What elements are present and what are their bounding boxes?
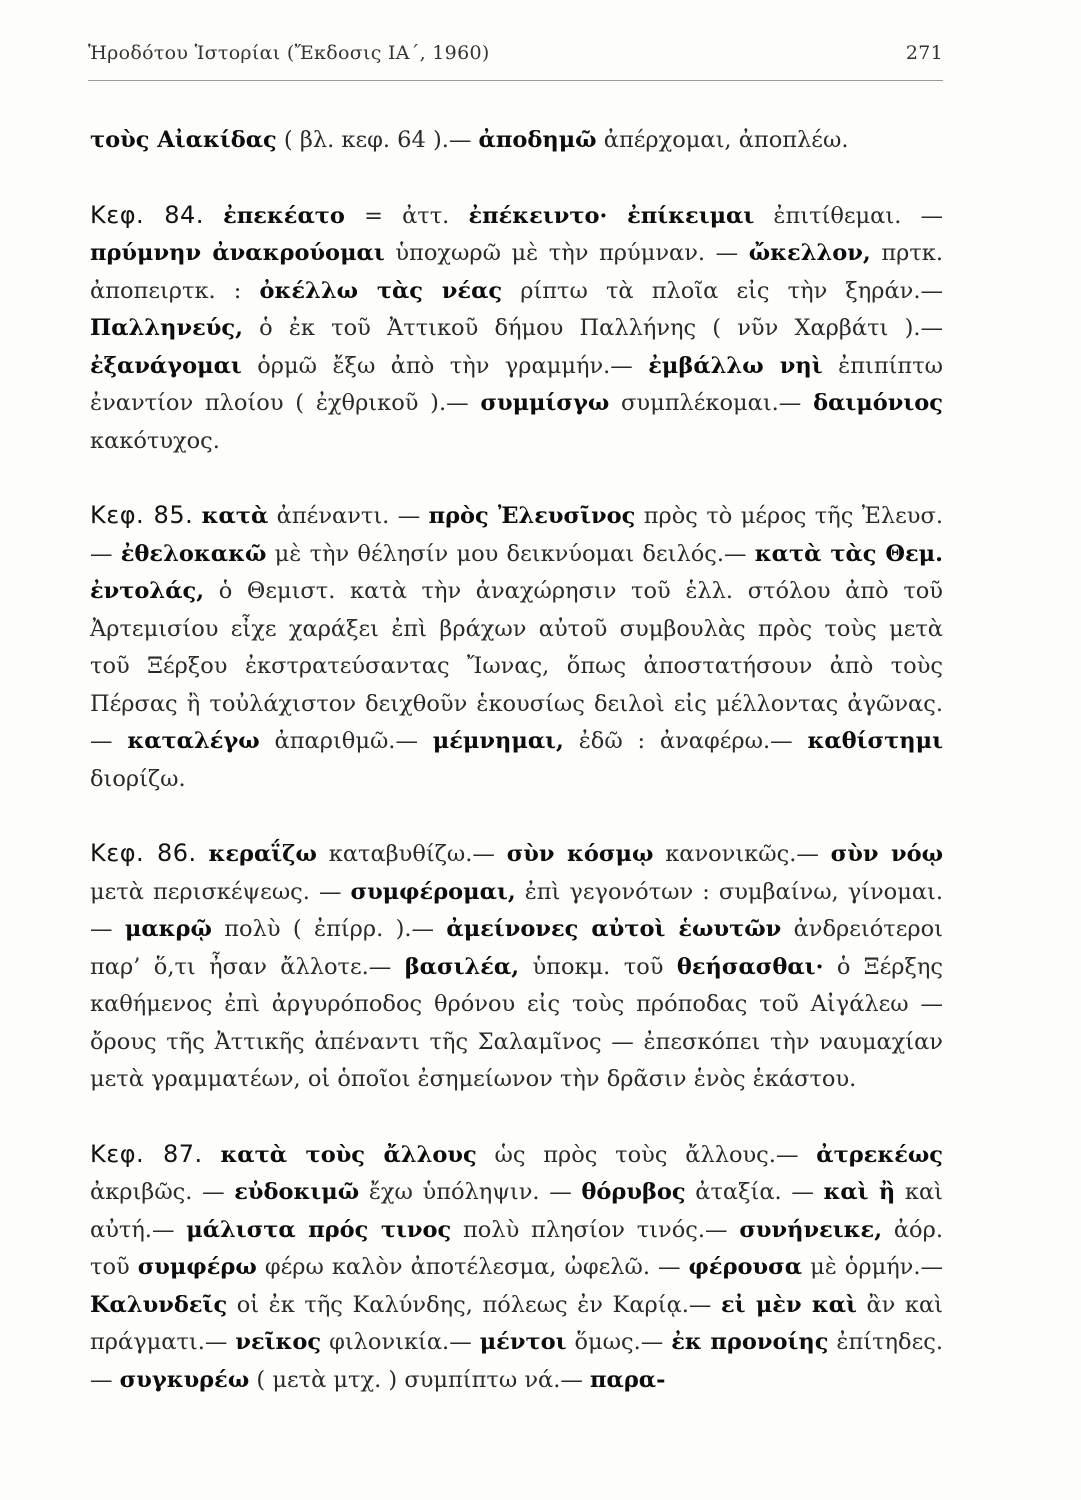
gloss-text: κακότυχος. <box>90 427 220 454</box>
gloss-text: κανονικῶς.— <box>653 841 831 867</box>
chapter-label: Κεφ. 87. <box>90 1139 203 1168</box>
headword: κατὰ <box>201 503 269 529</box>
gloss-text: ἐπιπίπτω ἐναντίον πλοίου ( ἐχθρικοῦ ).— <box>90 352 944 416</box>
book-title: Ἡροδότου Ἱστορίαι (Ἔκδοσις ΙΑ΄, 1960) <box>88 42 490 64</box>
glossary-paragraph <box>90 835 943 1099</box>
headword: Παλληνεύς, <box>90 315 243 341</box>
gloss-text: ἐδῶ : ἀναφέρω.— <box>563 728 808 754</box>
gloss-text: ὁ Θεμιστ. κατὰ τὴν ἀναχώρησιν τοῦ ἑλλ. στόλου ἀπὸ τοῦ Ἀρτεμισίου εἶχε χαράξει ἐπὶ βράχων αὐτοῦ συμβουλὰς πρὸς τοὺς μετὰ τοῦ Ξέρξου ἐκστρατεύσαντας Ἴωνας, ὅπως ἀποστατήσουν ἀπὸ τοὺς Πέρσας ἢ τοὐλάχιστον δειχθοῦν ἑκουσίως δειλοὶ εἰς μέλλοντας ἀγῶνας.— <box>90 578 943 754</box>
glossary-paragraph <box>90 1136 943 1400</box>
gloss-text: ( μετὰ μτχ. ) συμπίπτω νά.— <box>249 1366 591 1393</box>
gloss-text: οἱ ἐκ τῆς Καλύνδης, πόλεως ἐν Καρίᾳ.— <box>227 1291 721 1318</box>
headword: σὺν νόῳ <box>830 841 944 867</box>
headword: συμφέρομαι, <box>350 878 516 905</box>
gloss-text: = ἀττ. <box>344 202 469 229</box>
gloss-text: ὁ Ξέρξης καθήμενος ἐπὶ ἀργυρόποδος θρόνου εἰς τοὺς πρόποδας τοῦ Αἰγάλεω — ὄρους τῆς Ἀττικῆς ἀπέναντι τῆς Σαλαμῖνος — ἐπεσκόπει τὴν ναυμαχίαν μετὰ γραμματέων, οἱ ὁποῖοι ἐσημείωνον τὴν δρᾶσιν ἑνὸς ἑκάστου. <box>90 953 943 1092</box>
headword: συμμίσγω <box>480 390 610 416</box>
gloss-text: ἐπιτίθεμαι. — <box>754 202 943 229</box>
gloss-text: ρίπτω τὰ πλοῖα εἰς τὴν ξηράν.— <box>502 277 943 304</box>
headword: ὀκέλλω τὰς νέας <box>259 277 503 304</box>
headword: πρὸς Ἐλευσῖνος <box>428 503 636 529</box>
glossary-paragraph <box>90 122 943 160</box>
headword: σὺν κόσμῳ <box>506 841 654 867</box>
gloss-text: ἀκριβῶς. — <box>90 1179 235 1205</box>
headword: μακρῷ <box>124 916 212 942</box>
gloss-text: συμπλέκομαι.— <box>609 390 814 416</box>
gloss-text: ἀπέρχομαι, ἀποπλέω. <box>596 127 849 153</box>
headword: κατὰ τοὺς ἄλλους <box>220 1141 477 1168</box>
headword: ἐξανάγομαι <box>90 352 242 379</box>
headword: συμφέρω <box>137 1254 257 1280</box>
headword: ἐμβάλλω νηὶ <box>648 352 823 379</box>
page-number: 271 <box>905 42 943 64</box>
headword: Καλυνδεῖς <box>90 1291 228 1318</box>
headword: εἰ μὲν καὶ <box>721 1291 857 1318</box>
gloss-text: ὁρμῶ ἔξω ἀπὸ τὴν γραμμήν.— <box>241 352 649 379</box>
headword: καὶ ἢ <box>823 1179 896 1205</box>
gloss-text: ἀταξία. — <box>685 1179 824 1205</box>
gloss-text: μὲ τὴν θέλησίν μου δεικνύομαι δειλός.— <box>266 540 755 567</box>
gloss-text: μὲ ὁρμήν.— <box>802 1254 943 1280</box>
headword: δαιμόνιος <box>813 390 943 416</box>
headword: ἐθελοκακῶ <box>120 540 267 567</box>
gloss-text: ὑποχωρῶ μὲ τὴν πρύμναν. — <box>384 240 749 266</box>
headword: θεήσασθαι· <box>676 953 824 980</box>
headword: βασιλέα, <box>404 953 520 980</box>
headword: ἐκ προνοίης <box>671 1329 829 1355</box>
headword: τοὺς Αἰακίδας <box>90 127 277 153</box>
headword: παρα- <box>590 1366 666 1393</box>
gloss-text: ( βλ. κεφ. 64 ).— <box>276 127 479 153</box>
gloss-text: καὶ αὐτή.— <box>90 1179 943 1243</box>
gloss-text: πολὺ πλησίον τινός.— <box>451 1216 740 1243</box>
headword: κατὰ τὰς Θεμ. ἐντολάς, <box>90 540 943 604</box>
headword: συγκυρέω <box>119 1366 250 1393</box>
gloss-text: ὑποκμ. τοῦ <box>519 953 677 980</box>
headword: ὤκελλον, <box>748 240 871 266</box>
gloss-text: ἂν καὶ πράγματι.— <box>90 1291 943 1355</box>
headword: θόρυβος <box>581 1179 686 1205</box>
gloss-text: φιλονικία.— <box>321 1329 480 1355</box>
gloss-text: ἀπέναντι. — <box>268 503 429 529</box>
gloss-text: πρὸς τὸ μέρος τῆς Ἐλευσ.— <box>90 503 943 567</box>
glossary-paragraph <box>90 197 943 461</box>
headword: μάλιστα πρός τινος <box>186 1216 452 1243</box>
gloss-text: καταβυθίζω.— <box>316 841 507 867</box>
headword: μέμνημαι, <box>432 728 564 754</box>
headword: ἀποδημῶ <box>478 127 597 153</box>
headword: ἐπεκέατο <box>223 202 345 229</box>
gloss-text: φέρω καλὸν ἀποτέλεσμα, ὠφελῶ. — <box>256 1254 689 1280</box>
gloss-text: ἀόρ. τοῦ <box>90 1216 943 1280</box>
gloss-text: ἐπίτηδες.— <box>90 1329 943 1393</box>
glossary-body <box>90 122 943 1399</box>
chapter-label: Κεφ. 84. <box>90 200 204 229</box>
headword: μέντοι <box>479 1329 567 1355</box>
gloss-text: ἔχω ὑπόληψιν. — <box>359 1179 582 1205</box>
gloss-text: διορίζω. <box>90 765 186 792</box>
headword: καθίστημι <box>807 728 943 754</box>
header-rule <box>88 80 943 81</box>
headword: ἐπέκειντο· ἐπίκειμαι <box>468 202 755 229</box>
chapter-label: Κεφ. 85. <box>90 501 194 529</box>
headword: κεραΐζω <box>208 841 317 867</box>
gloss-text: πολὺ ( ἐπίρρ. ).— <box>211 916 447 942</box>
gloss-text: ὁ ἐκ τοῦ Ἀττικοῦ δήμου Παλλήνης ( νῦν Χαρβάτι ).— <box>242 315 943 341</box>
headword: εὐδοκιμῶ <box>234 1179 360 1205</box>
gloss-text: ἀπαριθμῶ.— <box>259 728 433 754</box>
headword: ἀμείνονες αὐτοὶ ἑωυτῶν <box>446 916 782 942</box>
headword: φέρουσα <box>688 1254 803 1280</box>
headword: ἀτρεκέως <box>816 1141 944 1168</box>
headword: καταλέγω <box>127 728 260 754</box>
headword: νεῖκος <box>235 1329 322 1355</box>
glossary-paragraph <box>90 497 943 798</box>
gloss-text: ὡς πρὸς τοὺς ἄλλους.— <box>476 1141 817 1168</box>
chapter-label: Κεφ. 86. <box>90 839 197 867</box>
gloss-text: ἀνδρειότεροι παρ’ ὅ,τι ἦσαν ἄλλοτε.— <box>90 916 943 980</box>
headword: πρύμνην ἀνακρούομαι <box>90 240 385 266</box>
gloss-text: πρτκ. ἀποπειρτκ. : <box>90 240 943 304</box>
headword: συνήνεικε, <box>739 1216 883 1243</box>
gloss-text: ὅμως.— <box>566 1329 672 1355</box>
gloss-text: ἐπὶ γεγονότων : συμβαίνω, γίνομαι.— <box>90 878 944 942</box>
gloss-text: μετὰ περισκέψεως. — <box>90 878 351 905</box>
